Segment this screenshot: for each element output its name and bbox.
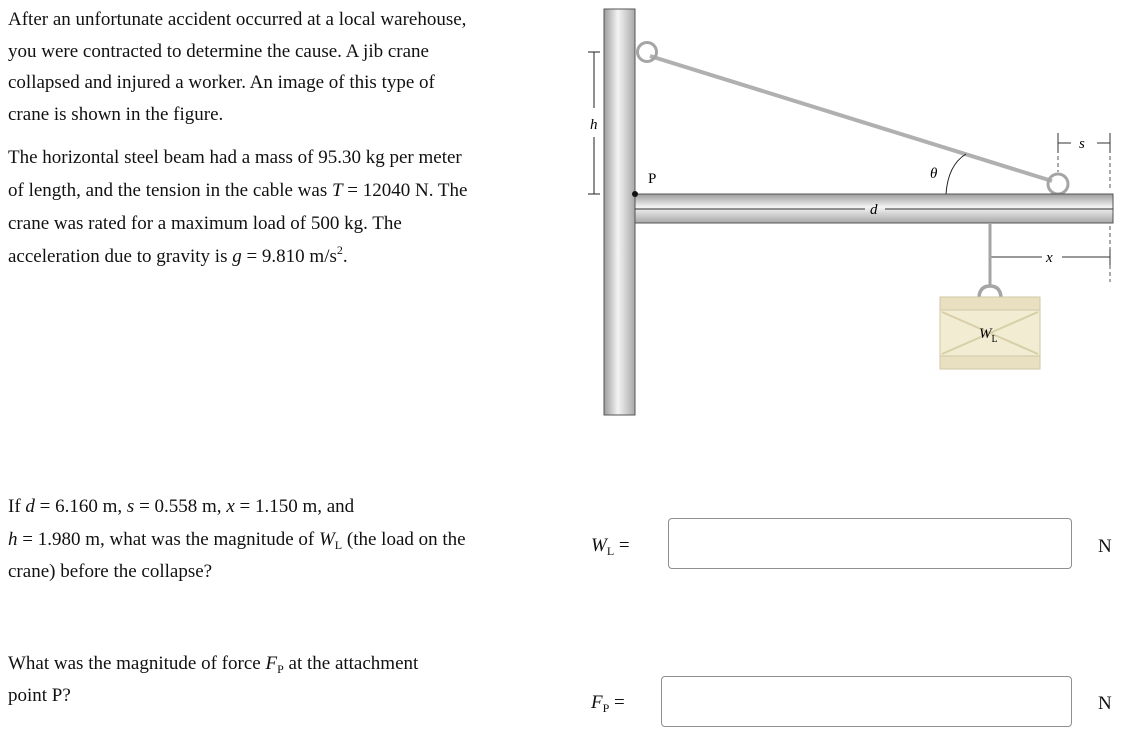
wl-crate-subscript: L <box>991 334 998 345</box>
q1-s-value: = 0.558 m, <box>134 496 227 517</box>
q2-line1-end: at the attachment <box>283 653 419 674</box>
q1-if: If <box>8 496 26 517</box>
h-dimension <box>588 52 600 194</box>
tension-symbol: T <box>331 180 343 201</box>
intro-line-3: collapsed and injured a worker. An image of this type of <box>8 72 435 93</box>
fp-answer-input[interactable] <box>661 676 1072 727</box>
q1-line2-end: (the load on the <box>342 528 466 550</box>
vertical-post <box>604 9 635 415</box>
q1-w-subscript: L <box>334 537 343 552</box>
cable-top-eye <box>638 43 657 62</box>
question-1 <box>8 491 466 589</box>
d-label: d <box>870 202 878 218</box>
gravity-exponent: 2 <box>336 243 343 257</box>
problem-givens <box>8 141 467 273</box>
fp-unit: N <box>1098 693 1112 714</box>
q1-h-symbol: h <box>8 528 18 550</box>
intro-line-2: you were contracted to determine the cause. A jib crane <box>8 40 429 62</box>
wl-label-subscript: L <box>606 544 615 558</box>
theta-label: θ <box>930 166 938 182</box>
q1-d-value: = 6.160 m, <box>34 496 127 517</box>
gravity-value: = 9.810 m/s <box>241 246 337 267</box>
gravity-text: acceleration due to gravity is <box>8 246 233 267</box>
q2-f-subscript: P <box>277 662 284 676</box>
q1-w-symbol: W <box>318 528 335 550</box>
rating-text: crane was rated for a maximum load of 500 kg. The <box>8 213 402 234</box>
load-hook <box>979 286 1001 297</box>
attachment-point-p <box>632 191 638 197</box>
x-label: x <box>1046 250 1053 266</box>
q1-h-value: = 1.980 m, what was the magnitude of <box>17 528 319 550</box>
gravity-end: . <box>342 246 348 267</box>
intro-line-4: crane is shown in the figure. <box>8 103 224 125</box>
wl-crate-symbol: W <box>979 326 992 342</box>
tension-text: of length, and the tension in the cable was <box>8 180 332 201</box>
support-cable <box>650 56 1052 181</box>
theta-arc <box>946 154 966 194</box>
wl-answer-label <box>591 535 630 557</box>
tension-value: = 12040 N. The <box>342 180 468 201</box>
load-crate <box>940 297 1040 369</box>
x-dimension <box>990 226 1110 282</box>
cable-end-eye <box>1048 174 1068 194</box>
h-label: h <box>590 117 598 133</box>
wl-label-eq: = <box>614 535 630 556</box>
jib-crane-figure <box>580 0 1123 430</box>
s-label: s <box>1079 136 1085 152</box>
q2-line-2: point P? <box>8 685 71 706</box>
p-label: P <box>648 171 657 187</box>
q1-d-symbol: d <box>25 496 35 517</box>
wl-answer-input[interactable] <box>668 518 1072 569</box>
q2-f-symbol: F <box>265 653 278 674</box>
gravity-symbol: g <box>232 246 242 267</box>
fp-label-subscript: P <box>602 701 610 715</box>
q1-line-3: crane) before the collapse? <box>8 561 213 582</box>
q1-x-symbol: x <box>226 496 235 517</box>
wl-label-symbol: W <box>591 535 607 556</box>
fp-answer-label <box>591 692 625 714</box>
q2-text: What was the magnitude of force <box>8 653 266 674</box>
intro-line-1: After an unfortunate accident occurred at a local warehouse, <box>8 9 467 30</box>
q1-s-symbol: s <box>126 496 135 517</box>
fp-label-eq: = <box>609 692 625 713</box>
problem-intro <box>8 4 466 130</box>
fp-label-symbol: F <box>591 692 603 713</box>
q1-x-value: = 1.150 m, and <box>234 496 355 517</box>
question-2 <box>8 648 418 712</box>
mass-text: The horizontal steel beam had a mass of 95.30 kg per meter <box>8 147 462 168</box>
wl-unit: N <box>1098 536 1112 557</box>
